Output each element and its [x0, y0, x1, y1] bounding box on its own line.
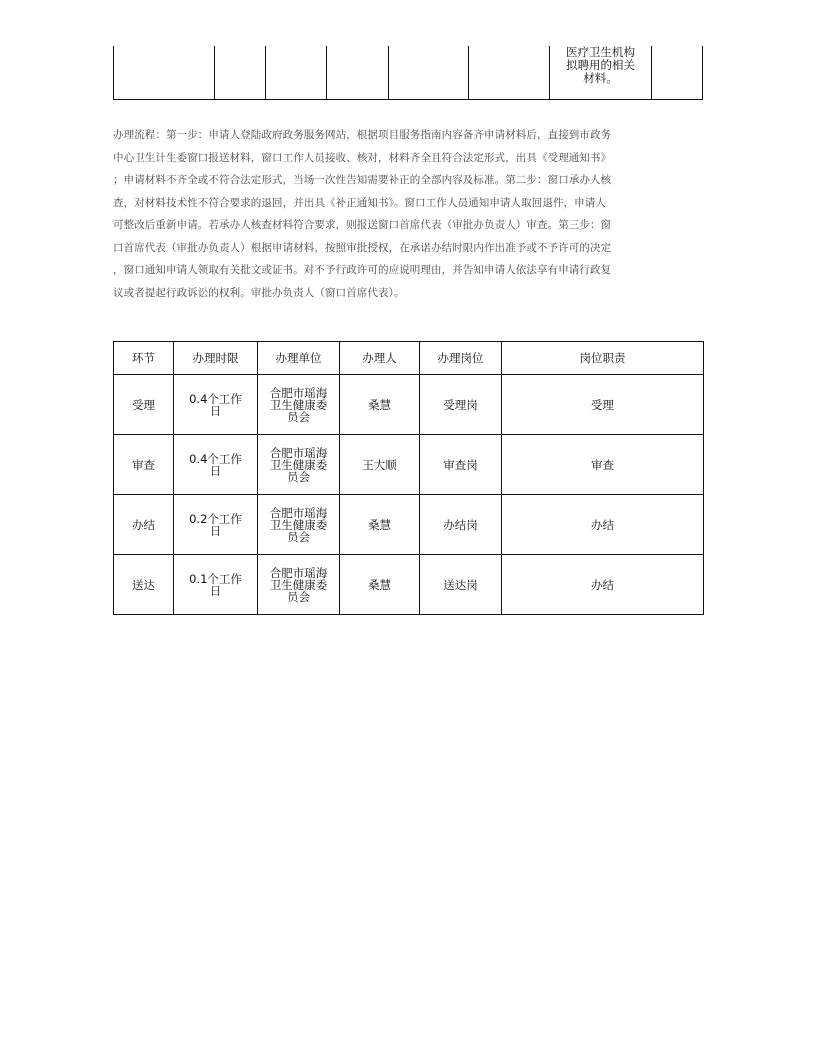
process-line: 办理流程：第一步：申请人登陆政府政务服务网站，根据项目服务指南内容备齐申请材料后，直接到市政务 — [113, 129, 612, 141]
fragment-cell — [114, 46, 215, 99]
cell-duty: 办结 — [502, 495, 704, 555]
process-line: 可整改后重新申请。若承办人核查材料符合要求，则报送窗口首席代表（审批办负责人）审查。第三步：窗 — [113, 219, 612, 231]
unit-line: 合肥市瑶海 — [269, 385, 328, 400]
cell-time-limit — [174, 375, 258, 435]
header-stage: 环节 — [114, 342, 174, 375]
cell-time-limit — [174, 495, 258, 555]
cell-post: 受理岗 — [420, 375, 502, 435]
previous-table-fragment — [113, 46, 703, 100]
header-unit: 办理单位 — [258, 342, 340, 375]
cell-post: 办结岗 — [420, 495, 502, 555]
note-line: 拟聘用的相关 — [566, 58, 635, 72]
limit-line: 0.1个工作 — [189, 571, 242, 586]
cell-unit — [258, 495, 340, 555]
limit-line: 0.2个工作 — [189, 511, 242, 526]
limit-line: 日 — [209, 583, 222, 598]
limit-line: 日 — [209, 463, 222, 478]
cell-stage: 办结 — [114, 495, 174, 555]
note-line: 材料。 — [583, 71, 618, 85]
cell-stage: 审查 — [114, 435, 174, 495]
process-line: 口首席代表（审批办负责人）根据申请材料，按照审批授权，在承诺办结时限内作出准予或不予许可的决定 — [113, 241, 612, 254]
cell-duty: 审查 — [502, 435, 704, 495]
cell-duty: 办结 — [502, 555, 704, 615]
cell-time-limit — [174, 435, 258, 495]
table-row — [114, 555, 704, 615]
cell-unit — [258, 435, 340, 495]
table-header-row — [114, 342, 704, 375]
fragment-note-cell — [550, 46, 652, 99]
unit-line: 合肥市瑶海 — [269, 505, 328, 520]
note-line: 医疗卫生机构 — [566, 45, 635, 59]
table-row — [114, 435, 704, 495]
table-row — [114, 495, 704, 555]
fragment-cell — [327, 46, 389, 99]
cell-person: 桑慧 — [340, 495, 420, 555]
header-duty: 岗位职责 — [502, 342, 704, 375]
cell-person: 桑慧 — [340, 555, 420, 615]
unit-line: 卫生健康委 — [269, 577, 328, 592]
cell-post: 审查岗 — [420, 435, 502, 495]
unit-line: 卫生健康委 — [269, 517, 328, 532]
header-person: 办理人 — [340, 342, 420, 375]
unit-line: 员会 — [287, 469, 310, 484]
fragment-cell — [215, 46, 266, 99]
unit-line: 合肥市瑶海 — [269, 445, 328, 460]
unit-line: 合肥市瑶海 — [269, 565, 328, 580]
limit-line: 日 — [209, 403, 222, 418]
header-post: 办理岗位 — [420, 342, 502, 375]
workflow-table — [113, 341, 704, 615]
limit-line: 日 — [209, 523, 222, 538]
process-line: ，窗口通知申请人领取有关批文或证书。对不予行政许可的应说明理由，并告知申请人依法享有申请行政复 — [113, 264, 612, 276]
table-row — [114, 375, 704, 435]
process-line: ；申请材料不齐全或不符合法定形式，当场一次性告知需要补正的全部内容及标准。第二步：窗口承办人核 — [113, 174, 612, 186]
cell-stage: 受理 — [114, 375, 174, 435]
fragment-cell — [652, 46, 703, 99]
unit-line: 员会 — [287, 409, 310, 424]
cell-post: 送达岗 — [420, 555, 502, 615]
cell-unit — [258, 375, 340, 435]
process-line: 中心卫生计生委窗口报送材料，窗口工作人员接收、核对，材料齐全且符合法定形式，出具《受理通知书》 — [113, 151, 612, 164]
limit-line: 0.4个工作 — [189, 451, 242, 466]
header-time-limit: 办理时限 — [174, 342, 258, 375]
cell-unit — [258, 555, 340, 615]
limit-line: 0.4个工作 — [189, 391, 242, 406]
unit-line: 员会 — [287, 529, 310, 544]
fragment-cell — [469, 46, 550, 99]
cell-person: 王大顺 — [340, 435, 420, 495]
process-line: 议或者提起行政诉讼的权利。审批办负责人（窗口首席代表）。 — [113, 286, 405, 299]
cell-duty: 受理 — [502, 375, 704, 435]
unit-line: 卫生健康委 — [269, 457, 328, 472]
unit-line: 员会 — [287, 589, 310, 604]
fragment-cell — [266, 46, 327, 99]
cell-time-limit — [174, 555, 258, 615]
unit-line: 卫生健康委 — [269, 397, 328, 412]
cell-person: 桑慧 — [340, 375, 420, 435]
cell-stage: 送达 — [114, 555, 174, 615]
process-line: 查，对材料技术性不符合要求的退回，并出具《补正通知书》。窗口工作人员通知申请人取回退件，申请人 — [113, 196, 606, 209]
fragment-cell — [389, 46, 469, 99]
process-description — [113, 124, 691, 304]
